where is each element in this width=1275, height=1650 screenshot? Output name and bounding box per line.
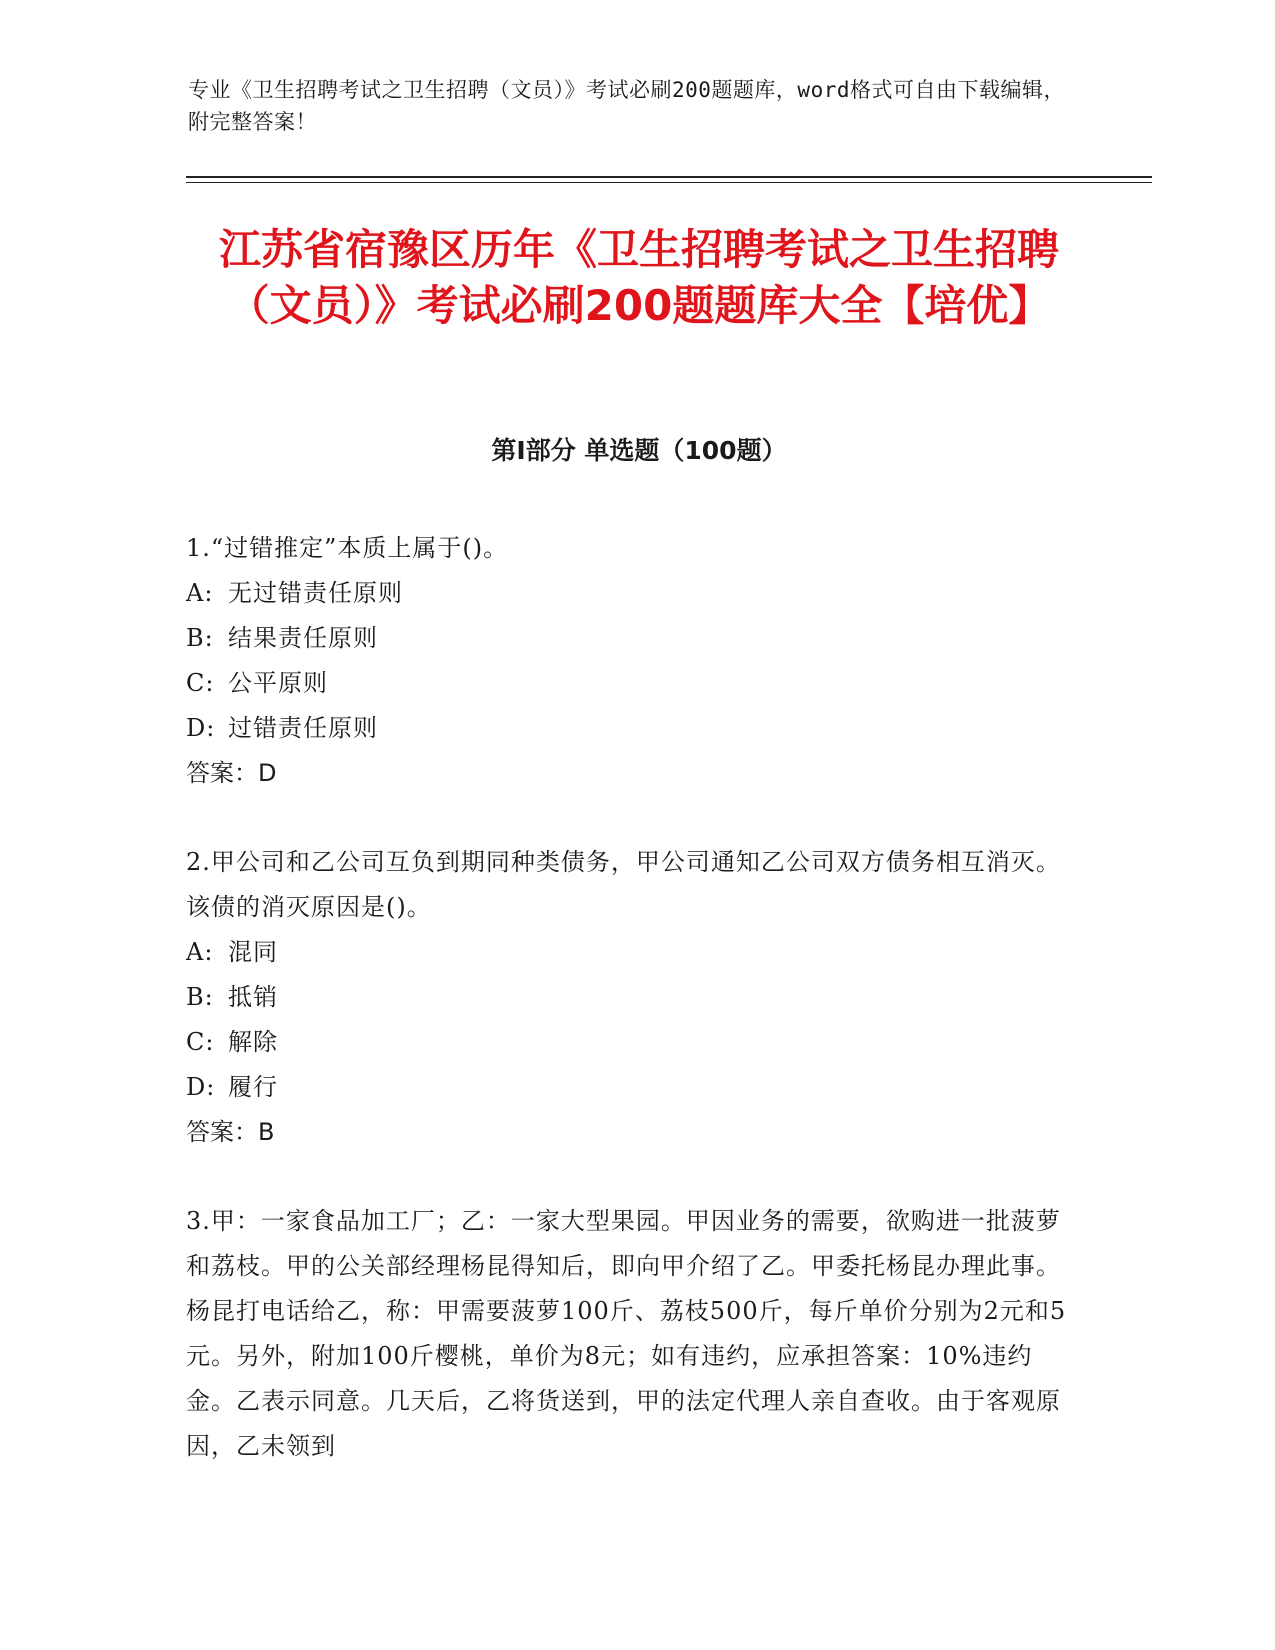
option-text: 抵销 bbox=[228, 983, 278, 1011]
option-key: A: bbox=[186, 938, 214, 966]
option-d bbox=[186, 706, 1076, 751]
option-text: 混同 bbox=[228, 938, 278, 966]
document-title: 江苏省宿豫区历年《卫生招聘考试之卫生招聘（文员）》考试必刷200题题库大全【培优】 bbox=[218, 225, 1059, 330]
option-key: B: bbox=[186, 624, 214, 652]
question-list bbox=[186, 526, 1076, 1513]
question-stem: 1.“过错推定”本质上属于()。 bbox=[186, 534, 509, 562]
option-text: 结果责任原则 bbox=[228, 624, 378, 652]
option-c bbox=[186, 661, 1076, 706]
option-key: D: bbox=[186, 714, 216, 742]
option-d bbox=[186, 1065, 1076, 1110]
option-b bbox=[186, 616, 1076, 661]
option-c bbox=[186, 1020, 1076, 1065]
option-text: 过错责任原则 bbox=[228, 714, 378, 742]
answer-line: 答案：B bbox=[186, 1118, 275, 1146]
option-a bbox=[186, 930, 1076, 975]
option-key: A: bbox=[186, 579, 214, 607]
question-stem: 3.甲：一家食品加工厂；乙：一家大型果园。甲因业务的需要，欲购进一批菠萝和荔枝。甲的公关部经理杨昆得知后，即向甲介绍了乙。甲委托杨昆办理此事。杨昆打电话给乙，称：甲需要菠萝100斤、荔枝500斤，每斤单价分别为2元和5元。另外，附加100斤樱桃，单价为8元；如有违约，应承担答案：10%违约金。乙表示同意。几天后，乙将货送到，甲的法定代理人亲自查收。由于客观原因，乙未领到 bbox=[186, 1207, 1067, 1460]
option-a bbox=[186, 571, 1076, 616]
question-2 bbox=[186, 840, 1076, 1155]
option-text: 履行 bbox=[228, 1073, 278, 1101]
option-b bbox=[186, 975, 1076, 1020]
header-note: 专业《卫生招聘考试之卫生招聘（文员）》考试必刷200题题库，word格式可自由下载编辑，附完整答案！ bbox=[188, 78, 1065, 134]
option-text: 无过错责任原则 bbox=[228, 579, 403, 607]
answer-line: 答案：D bbox=[186, 759, 277, 787]
question-stem: 2.甲公司和乙公司互负到期同种类债务，甲公司通知乙公司双方债务相互消灭。该债的消灭原因是()。 bbox=[186, 848, 1061, 921]
section-title: 第Ⅰ部分 单选题（100题） bbox=[491, 436, 787, 465]
option-key: B: bbox=[186, 983, 214, 1011]
question-3 bbox=[186, 1199, 1076, 1469]
option-key: C: bbox=[186, 669, 215, 697]
option-key: C: bbox=[186, 1028, 215, 1056]
header-divider-thick bbox=[186, 176, 1152, 178]
option-key: D: bbox=[186, 1073, 216, 1101]
question-1 bbox=[186, 526, 1076, 796]
option-text: 解除 bbox=[228, 1028, 278, 1056]
header-divider-thin bbox=[186, 182, 1152, 183]
option-text: 公平原则 bbox=[228, 669, 328, 697]
